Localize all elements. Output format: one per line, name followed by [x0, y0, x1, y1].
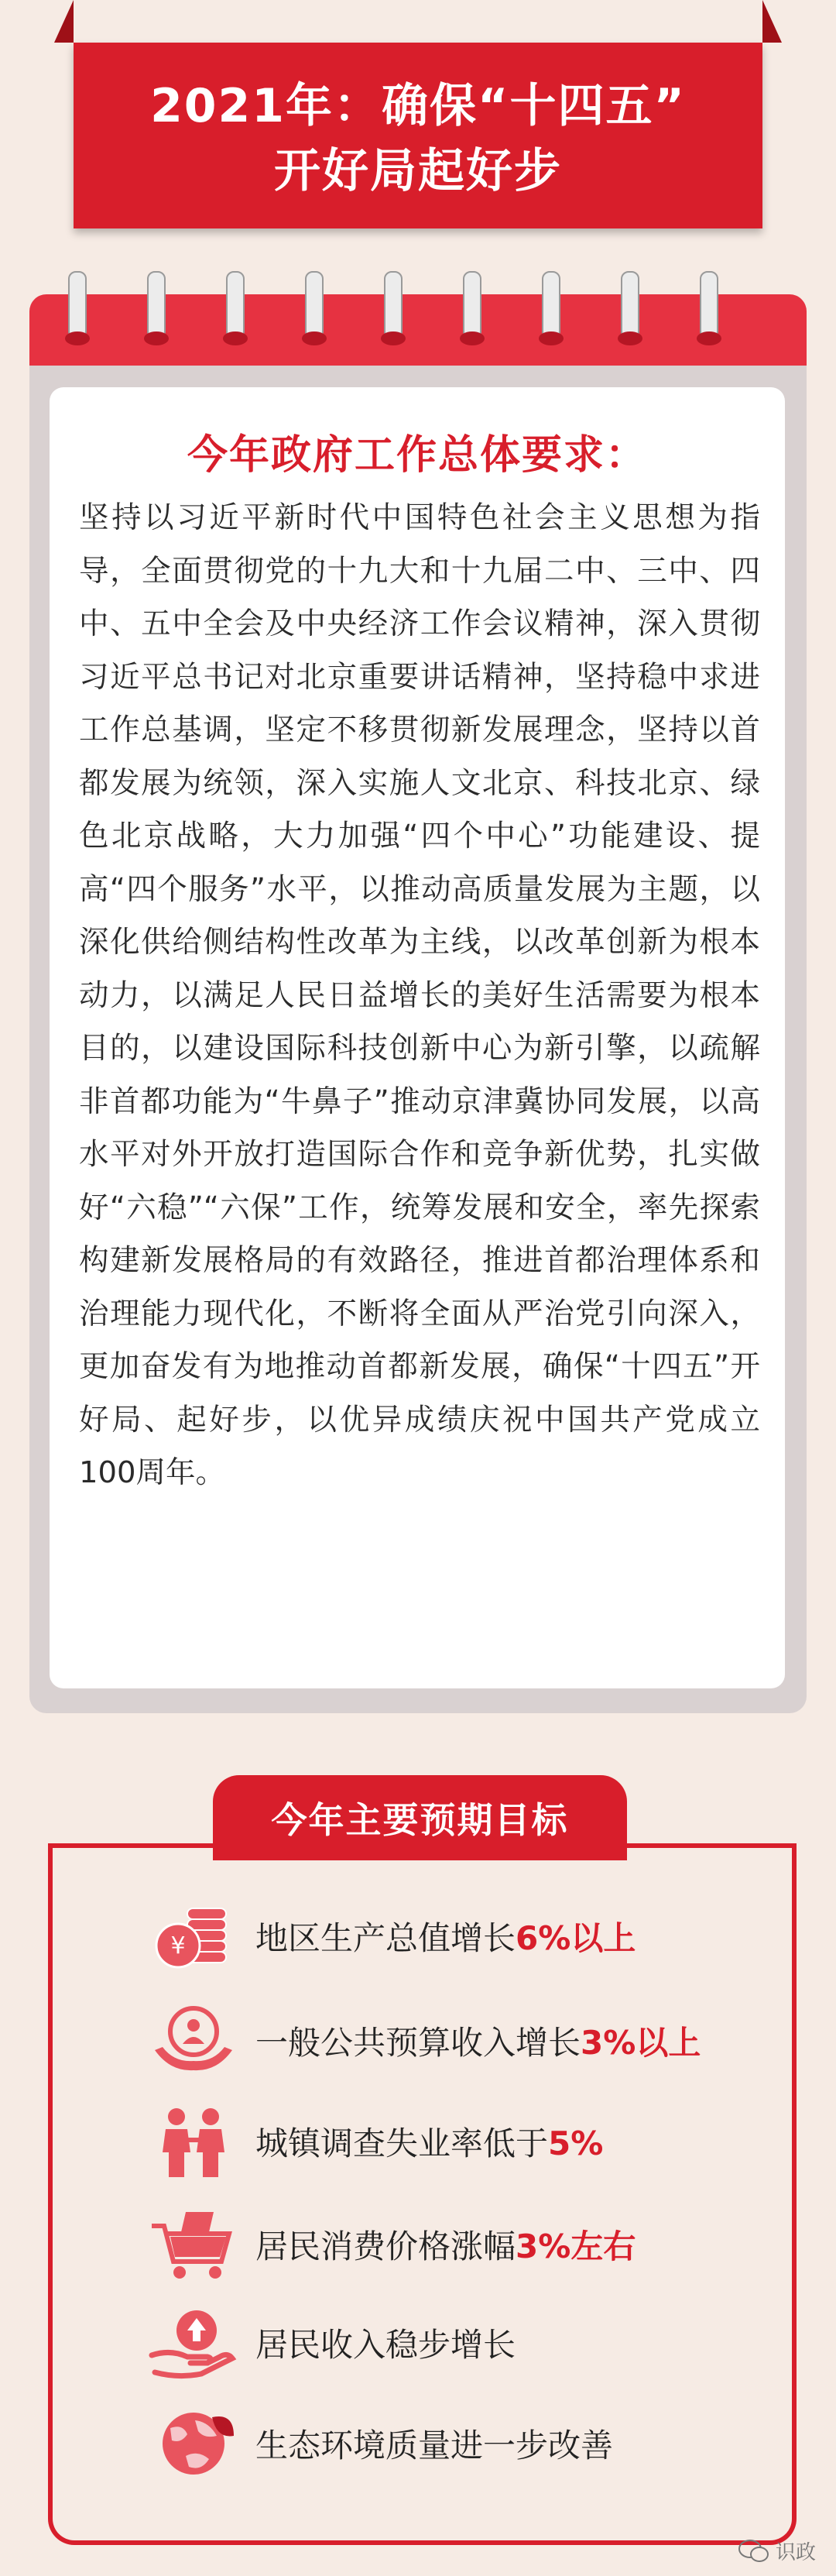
calendar-header — [29, 294, 807, 366]
requirements-heading: 今年政府工作总体要求： — [187, 432, 647, 479]
title-banner — [74, 43, 762, 228]
calendar-ring-icon — [226, 271, 245, 339]
banner-title — [74, 74, 762, 204]
goal-label: 居民消费价格涨幅 — [255, 2227, 516, 2265]
calendar-ring-icon — [384, 271, 403, 339]
goal-item-income — [147, 2304, 516, 2382]
shopping-cart-icon — [147, 2206, 240, 2283]
calendar-ring-icon — [542, 271, 560, 339]
goal-item-environment — [147, 2405, 613, 2482]
goal-label: 居民收入稳步增长 — [255, 2326, 516, 2364]
goal-item-unemployment — [147, 2103, 603, 2180]
employment-icon — [147, 2103, 240, 2180]
calendar-ring-icon — [305, 271, 324, 339]
goal-item-budget — [147, 2002, 701, 2080]
goals-heading: 今年主要预期目标 — [271, 1799, 569, 1841]
watermark-text: 识政 — [775, 2541, 816, 2564]
goals-frame-top-left — [48, 1843, 226, 1848]
goal-value: 3%以上 — [581, 2024, 701, 2062]
budget-hand-icon — [147, 2002, 240, 2080]
goals-frame-top-right — [612, 1843, 792, 1848]
goals-tab — [213, 1775, 627, 1860]
goal-item-cpi — [147, 2206, 636, 2283]
calendar-ring-icon — [700, 271, 718, 339]
calendar-ring-icon — [147, 271, 166, 339]
watermark — [738, 2537, 816, 2565]
banner-title-line2: 开好局起好步 — [274, 144, 562, 198]
goal-value: 6%以上 — [516, 1919, 636, 1957]
income-up-icon — [147, 2304, 240, 2382]
wechat-icon — [738, 2539, 769, 2564]
calendar-ring-icon — [621, 271, 639, 339]
calendar-ring-icon — [68, 271, 87, 339]
banner-title-line1: 2021年：确保“十四五” — [150, 79, 686, 133]
globe-leaf-icon — [147, 2405, 240, 2482]
goal-value: 5% — [548, 2124, 604, 2162]
goal-item-gdp — [147, 1898, 636, 1975]
goal-label: 城镇调查失业率低于 — [255, 2124, 549, 2162]
svg-text:¥: ¥ — [170, 1932, 186, 1959]
requirements-body: 坚持以习近平新时代中国特色社会主义思想为指导，全面贯彻党的十九大和十九届二中、三中、四中、五中全会及中央经济工作会议精神，深入贯彻习近平总书记对北京重要讲话精神，坚持稳中求进工作总基调，坚定不移贯彻新发展理念，坚持以首都发展为统领，深入实施人文北京、科技北京、绿色北京战略，大力加强“四个中心”功能建设、提高“四个服务”水平，以推动高质量发展为主题，以深化供给侧结构性改革为主线，以改革创新为根本动力，以满足人民日益增长的美好生活需要为根本目的，以建设国际科技创新中心为新引擎，以疏解非首都功能为“牛鼻子”推动京津冀协同发展，以高水平对外开放打造国际合作和竞争新优势，扎实做好“六稳”“六保”工作，统筹发展和安全，率先探索构建新发展格局的有效路径，推进首都治理体系和治理能力现代化，不断将全面从严治党引向深入，更加奋发有为地推动首都新发展，确保“十四五”开好局、起好步，以优异成绩庆祝中国共产党成立100周年。 — [79, 500, 760, 1490]
goal-value: 3%左右 — [516, 2227, 636, 2265]
goal-label: 生态环境质量进一步改善 — [255, 2427, 614, 2464]
calendar-ring-icon — [463, 271, 481, 339]
coins-icon — [147, 1898, 240, 1975]
goal-label: 地区生产总值增长 — [255, 1919, 516, 1957]
goal-label: 一般公共预算收入增长 — [255, 2024, 581, 2062]
